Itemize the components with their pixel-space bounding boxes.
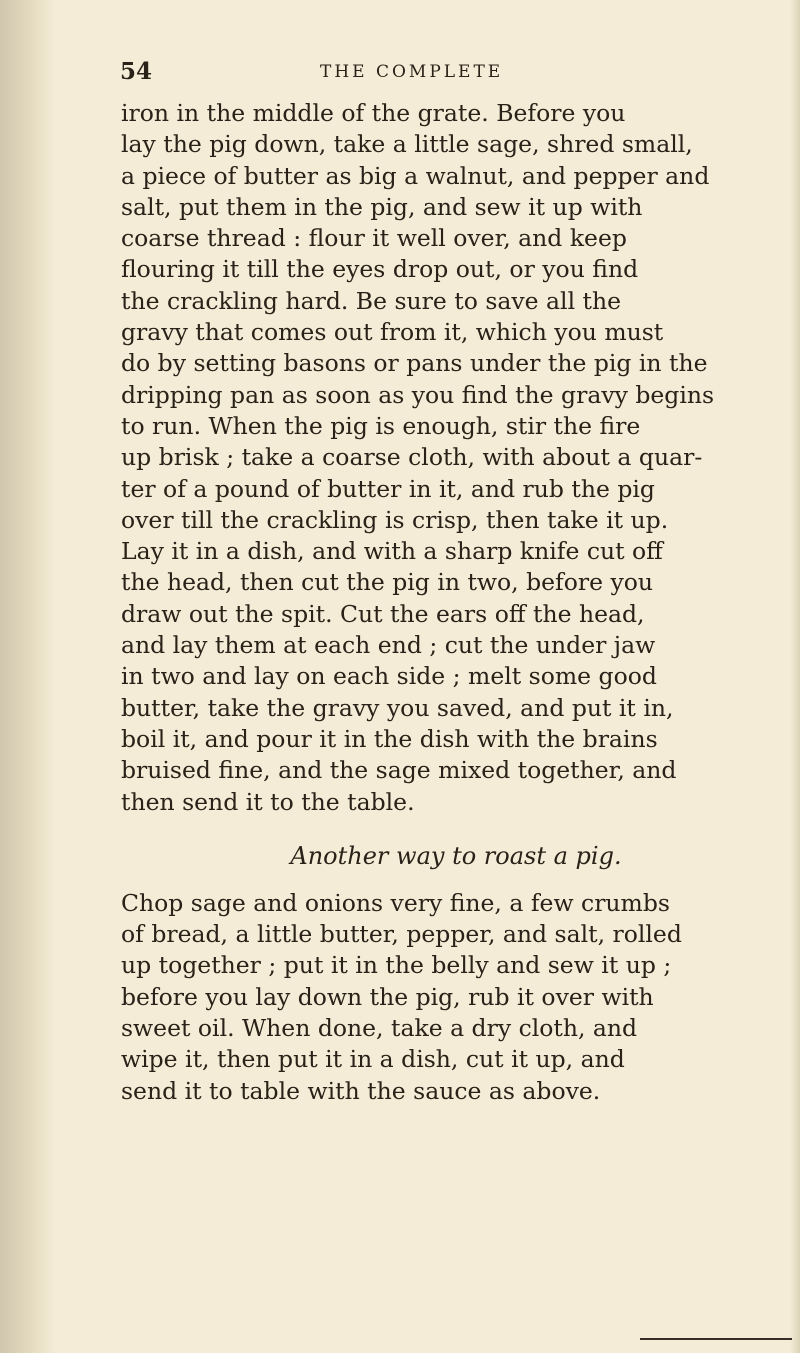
page-number: 54 xyxy=(120,58,153,85)
text-line: to run. When the pig is enough, stir the fire xyxy=(121,411,641,440)
text-line: salt, put them in the pig, and sew it up with xyxy=(121,192,643,221)
text-line: butter, take the gravy you saved, and put it in, xyxy=(121,693,674,722)
text-line: wipe it, then put it in a dish, cut it up, and xyxy=(121,1045,625,1074)
text-line: iron in the middle of the grate. Before you xyxy=(121,99,626,127)
text-line: a piece of butter as big a walnut, and pepper and xyxy=(121,161,710,190)
running-head xyxy=(120,58,720,90)
text-line: the crackling hard. Be sure to save all the xyxy=(121,286,622,315)
text-line: over till the crackling is crisp, then take it up. xyxy=(121,505,669,534)
recipe-paragraph-1 xyxy=(121,98,791,818)
text-line: flouring it till the eyes drop out, or you find xyxy=(121,255,639,284)
text-line: sweet oil. When done, take a dry cloth, and xyxy=(121,1014,638,1043)
text-line: and lay them at each end ; cut the under jaw xyxy=(121,631,656,660)
text-line: lay the pig down, take a little sage, shred small, xyxy=(121,130,693,159)
page-gutter-shadow xyxy=(0,0,55,1353)
page-edge-shadow xyxy=(790,0,800,1353)
text-line: draw out the spit. Cut the ears off the head, xyxy=(121,599,645,628)
text-line: boil it, and pour it in the dish with the brains xyxy=(121,724,658,753)
text-line: in two and lay on each side ; melt some good xyxy=(121,662,657,691)
text-line: the head, then cut the pig in two, before you xyxy=(121,568,654,597)
text-line: Lay it in a dish, and with a sharp knife cut off xyxy=(121,537,663,566)
bottom-rule xyxy=(640,1338,792,1340)
recipe-heading: Another way to roast a pig. xyxy=(290,841,622,870)
text-line: Chop sage and onions very fine, a few crumbs xyxy=(121,888,670,917)
text-line: send it to table with the sauce as above. xyxy=(121,1076,601,1105)
text-line: do by setting basons or pans under the pig in the xyxy=(121,349,708,378)
text-line: up together ; put it in the belly and sew it up ; xyxy=(121,951,672,980)
recipe-paragraph-2 xyxy=(121,888,791,1107)
text-line: gravy that comes out from it, which you must xyxy=(121,318,664,347)
text-line: of bread, a little butter, pepper, and salt, rolled xyxy=(121,920,682,949)
body-text xyxy=(121,98,791,1107)
text-line: coarse thread : flour it well over, and keep xyxy=(121,224,627,253)
text-line: ter of a pound of butter in it, and rub the pig xyxy=(121,474,655,503)
text-line: then send it to the table. xyxy=(121,787,415,816)
running-title: THE COMPLETE xyxy=(320,62,504,82)
text-line: up brisk ; take a coarse cloth, with about a quar- xyxy=(121,443,703,472)
text-line: bruised fine, and the sage mixed together, and xyxy=(121,756,677,785)
text-line: dripping pan as soon as you find the gravy begins xyxy=(121,380,715,409)
text-line: before you lay down the pig, rub it over with xyxy=(121,982,654,1011)
